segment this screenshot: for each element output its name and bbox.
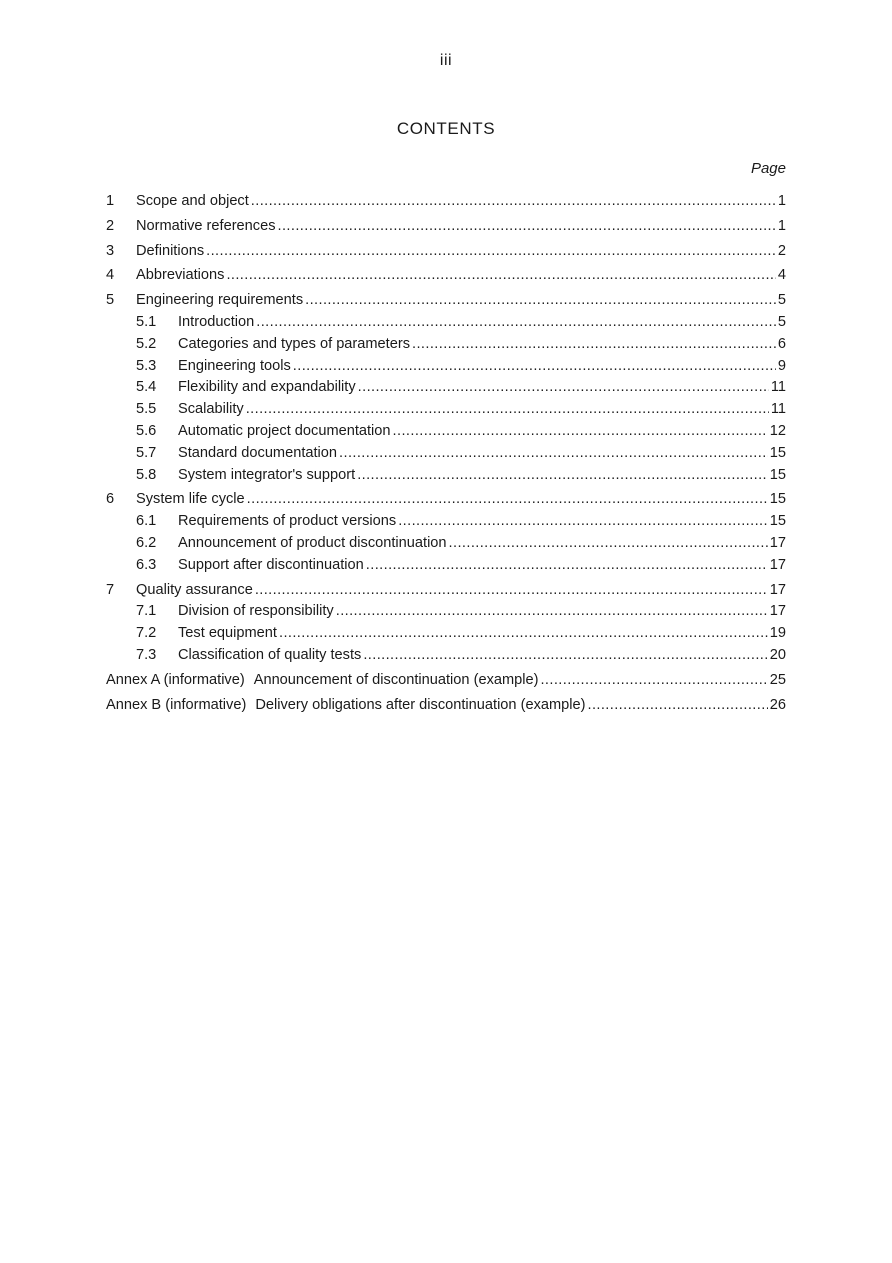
toc-dot-leader — [256, 312, 776, 334]
toc-entry-subsection-6-3[interactable] — [106, 555, 786, 577]
toc-entry-number: 5.2 — [136, 335, 157, 352]
toc-entry-subsection-5-4[interactable] — [106, 377, 786, 399]
toc-entry-page: 17 — [769, 603, 786, 620]
toc-entry-page: 19 — [769, 625, 786, 642]
toc-entry-number: 5.3 — [136, 357, 157, 374]
toc-entry-number: 4 — [106, 267, 115, 284]
toc-entry-section-3[interactable] — [106, 241, 786, 263]
toc-entry-page: 17 — [769, 581, 786, 598]
toc-entry-title: Introduction — [178, 313, 255, 330]
toc-entry-number: 7.1 — [136, 603, 157, 620]
toc-entry-title: Delivery obligations after discontinuation (example) — [255, 696, 586, 713]
toc-entry-page: 15 — [769, 513, 786, 530]
toc-dot-leader — [412, 334, 776, 356]
toc-dot-leader — [393, 421, 768, 443]
toc-dot-leader — [363, 645, 767, 667]
toc-entry-title: System integrator's support — [178, 466, 356, 483]
toc-entry-number: 5.6 — [136, 422, 157, 439]
toc-entry-title: Flexibility and expandability — [178, 379, 356, 396]
toc-entry-number: 1 — [106, 193, 115, 209]
toc-entry-subsection-5-1[interactable] — [106, 312, 786, 334]
toc-entry-title: Engineering requirements — [136, 292, 304, 309]
toc-dot-leader — [226, 265, 775, 287]
toc-dot-leader — [366, 555, 768, 577]
toc-dot-leader — [251, 191, 776, 213]
toc-dot-leader — [293, 356, 776, 378]
toc-entry-title: Categories and types of parameters — [178, 335, 411, 352]
toc-entry-title: Scalability — [178, 401, 244, 418]
toc-entry-page: 6 — [777, 335, 786, 352]
toc-entry-title: Normative references — [136, 217, 276, 234]
toc-entry-subsection-5-7[interactable] — [106, 443, 786, 465]
toc-entry-title: Support after discontinuation — [178, 556, 364, 573]
toc-entry-section-4[interactable] — [106, 265, 786, 287]
toc-annex-label: Annex A (informative) — [106, 671, 245, 688]
toc-entry-page: 15 — [769, 444, 786, 461]
toc-entry-number: 5.4 — [136, 379, 157, 396]
toc-entry-number: 6.1 — [136, 513, 157, 530]
toc-entry-title: Definitions — [136, 242, 205, 259]
page-number: iii — [439, 52, 453, 69]
toc-dot-leader — [246, 399, 769, 421]
toc-entry-subsection-5-6[interactable] — [106, 421, 786, 443]
toc-entry-number: 6.2 — [136, 534, 157, 551]
toc-entry-number: 7 — [106, 581, 115, 598]
toc-entry-title: Quality assurance — [136, 581, 253, 598]
toc-dot-leader — [305, 290, 776, 312]
toc-entry-page: 12 — [769, 422, 786, 439]
toc-entry-subsection-7-2[interactable] — [106, 623, 786, 645]
toc-entry-subsection-5-2[interactable] — [106, 334, 786, 356]
toc-entry-title: Announcement of product discontinuation — [178, 534, 447, 551]
toc-dot-leader — [357, 465, 768, 487]
toc-dot-leader — [398, 511, 768, 533]
toc-entry-number: 5 — [106, 292, 115, 309]
toc-entry-page: 4 — [777, 267, 786, 284]
toc-entry-page: 9 — [777, 357, 786, 374]
toc-dot-leader — [540, 670, 767, 692]
toc-entry-title: Division of responsibility — [178, 603, 334, 620]
toc-entry-number: 6.3 — [136, 556, 157, 573]
toc-entry-page: 2 — [777, 242, 786, 259]
toc-entry-page: 11 — [770, 401, 786, 418]
toc-entry-title: System life cycle — [136, 491, 245, 508]
toc-entry-subsection-7-3[interactable] — [106, 645, 786, 667]
toc-dot-leader — [358, 377, 769, 399]
toc-entry-title: Abbreviations — [136, 267, 225, 284]
contents-title: CONTENTS — [396, 119, 496, 138]
toc-entry-title: Announcement of discontinuation (example) — [253, 671, 539, 688]
toc-entry-title: Requirements of product versions — [178, 513, 397, 530]
toc-entry-number: 5.7 — [136, 444, 157, 461]
toc-entry-number: 7.3 — [136, 646, 157, 663]
toc-entry-subsection-5-5[interactable] — [106, 399, 786, 421]
table-of-contents — [106, 191, 786, 716]
toc-entry-page: 26 — [769, 696, 786, 713]
toc-entry-page: 15 — [769, 466, 786, 483]
toc-entry-annex[interactable] — [106, 695, 786, 717]
toc-entry-title: Scope and object — [136, 193, 249, 209]
toc-entry-section-5[interactable] — [106, 290, 786, 312]
toc-entry-title: Classification of quality tests — [178, 646, 362, 663]
toc-dot-leader — [247, 489, 768, 511]
toc-entry-section-7[interactable] — [106, 580, 786, 602]
toc-entry-subsection-6-1[interactable] — [106, 511, 786, 533]
toc-entry-title: Engineering tools — [178, 357, 291, 374]
toc-entry-subsection-6-2[interactable] — [106, 533, 786, 555]
toc-entry-section-6[interactable] — [106, 489, 786, 511]
toc-entry-section-1[interactable] — [106, 191, 786, 213]
toc-entry-page: 17 — [769, 556, 786, 573]
toc-entry-number: 5.8 — [136, 466, 157, 483]
toc-entry-number: 5.1 — [136, 313, 157, 330]
toc-entry-subsection-5-8[interactable] — [106, 465, 786, 487]
toc-entry-page: 5 — [777, 313, 786, 330]
toc-entry-number: 6 — [106, 491, 115, 508]
toc-entry-number: 5.5 — [136, 401, 157, 418]
toc-dot-leader — [449, 533, 768, 555]
toc-entry-annex[interactable] — [106, 670, 786, 692]
toc-entry-subsection-7-1[interactable] — [106, 601, 786, 623]
toc-entry-page: 5 — [777, 292, 786, 309]
page-column-label: Page — [750, 160, 786, 177]
toc-entry-number: 3 — [106, 242, 115, 259]
toc-entry-page: 1 — [777, 193, 786, 209]
toc-entry-title: Standard documentation — [178, 444, 338, 461]
toc-entry-section-2[interactable] — [106, 216, 786, 238]
toc-entry-title: Automatic project documentation — [178, 422, 391, 439]
toc-dot-leader — [339, 443, 768, 465]
toc-entry-number: 7.2 — [136, 625, 157, 642]
toc-entry-page: 20 — [769, 646, 786, 663]
toc-dot-leader — [279, 623, 768, 645]
toc-entry-title: Test equipment — [178, 625, 277, 642]
toc-entry-page: 1 — [777, 217, 786, 234]
toc-annex-label: Annex B (informative) — [106, 696, 247, 713]
toc-dot-leader — [255, 580, 768, 602]
toc-dot-leader — [587, 695, 767, 717]
toc-entry-page: 11 — [770, 379, 786, 396]
toc-entry-page: 15 — [769, 491, 786, 508]
toc-dot-leader — [336, 601, 768, 623]
toc-dot-leader — [206, 241, 776, 263]
toc-entry-subsection-5-3[interactable] — [106, 356, 786, 378]
toc-entry-page: 25 — [769, 671, 786, 688]
toc-entry-number: 2 — [106, 217, 115, 234]
toc-entry-page: 17 — [769, 534, 786, 551]
toc-dot-leader — [278, 216, 776, 238]
